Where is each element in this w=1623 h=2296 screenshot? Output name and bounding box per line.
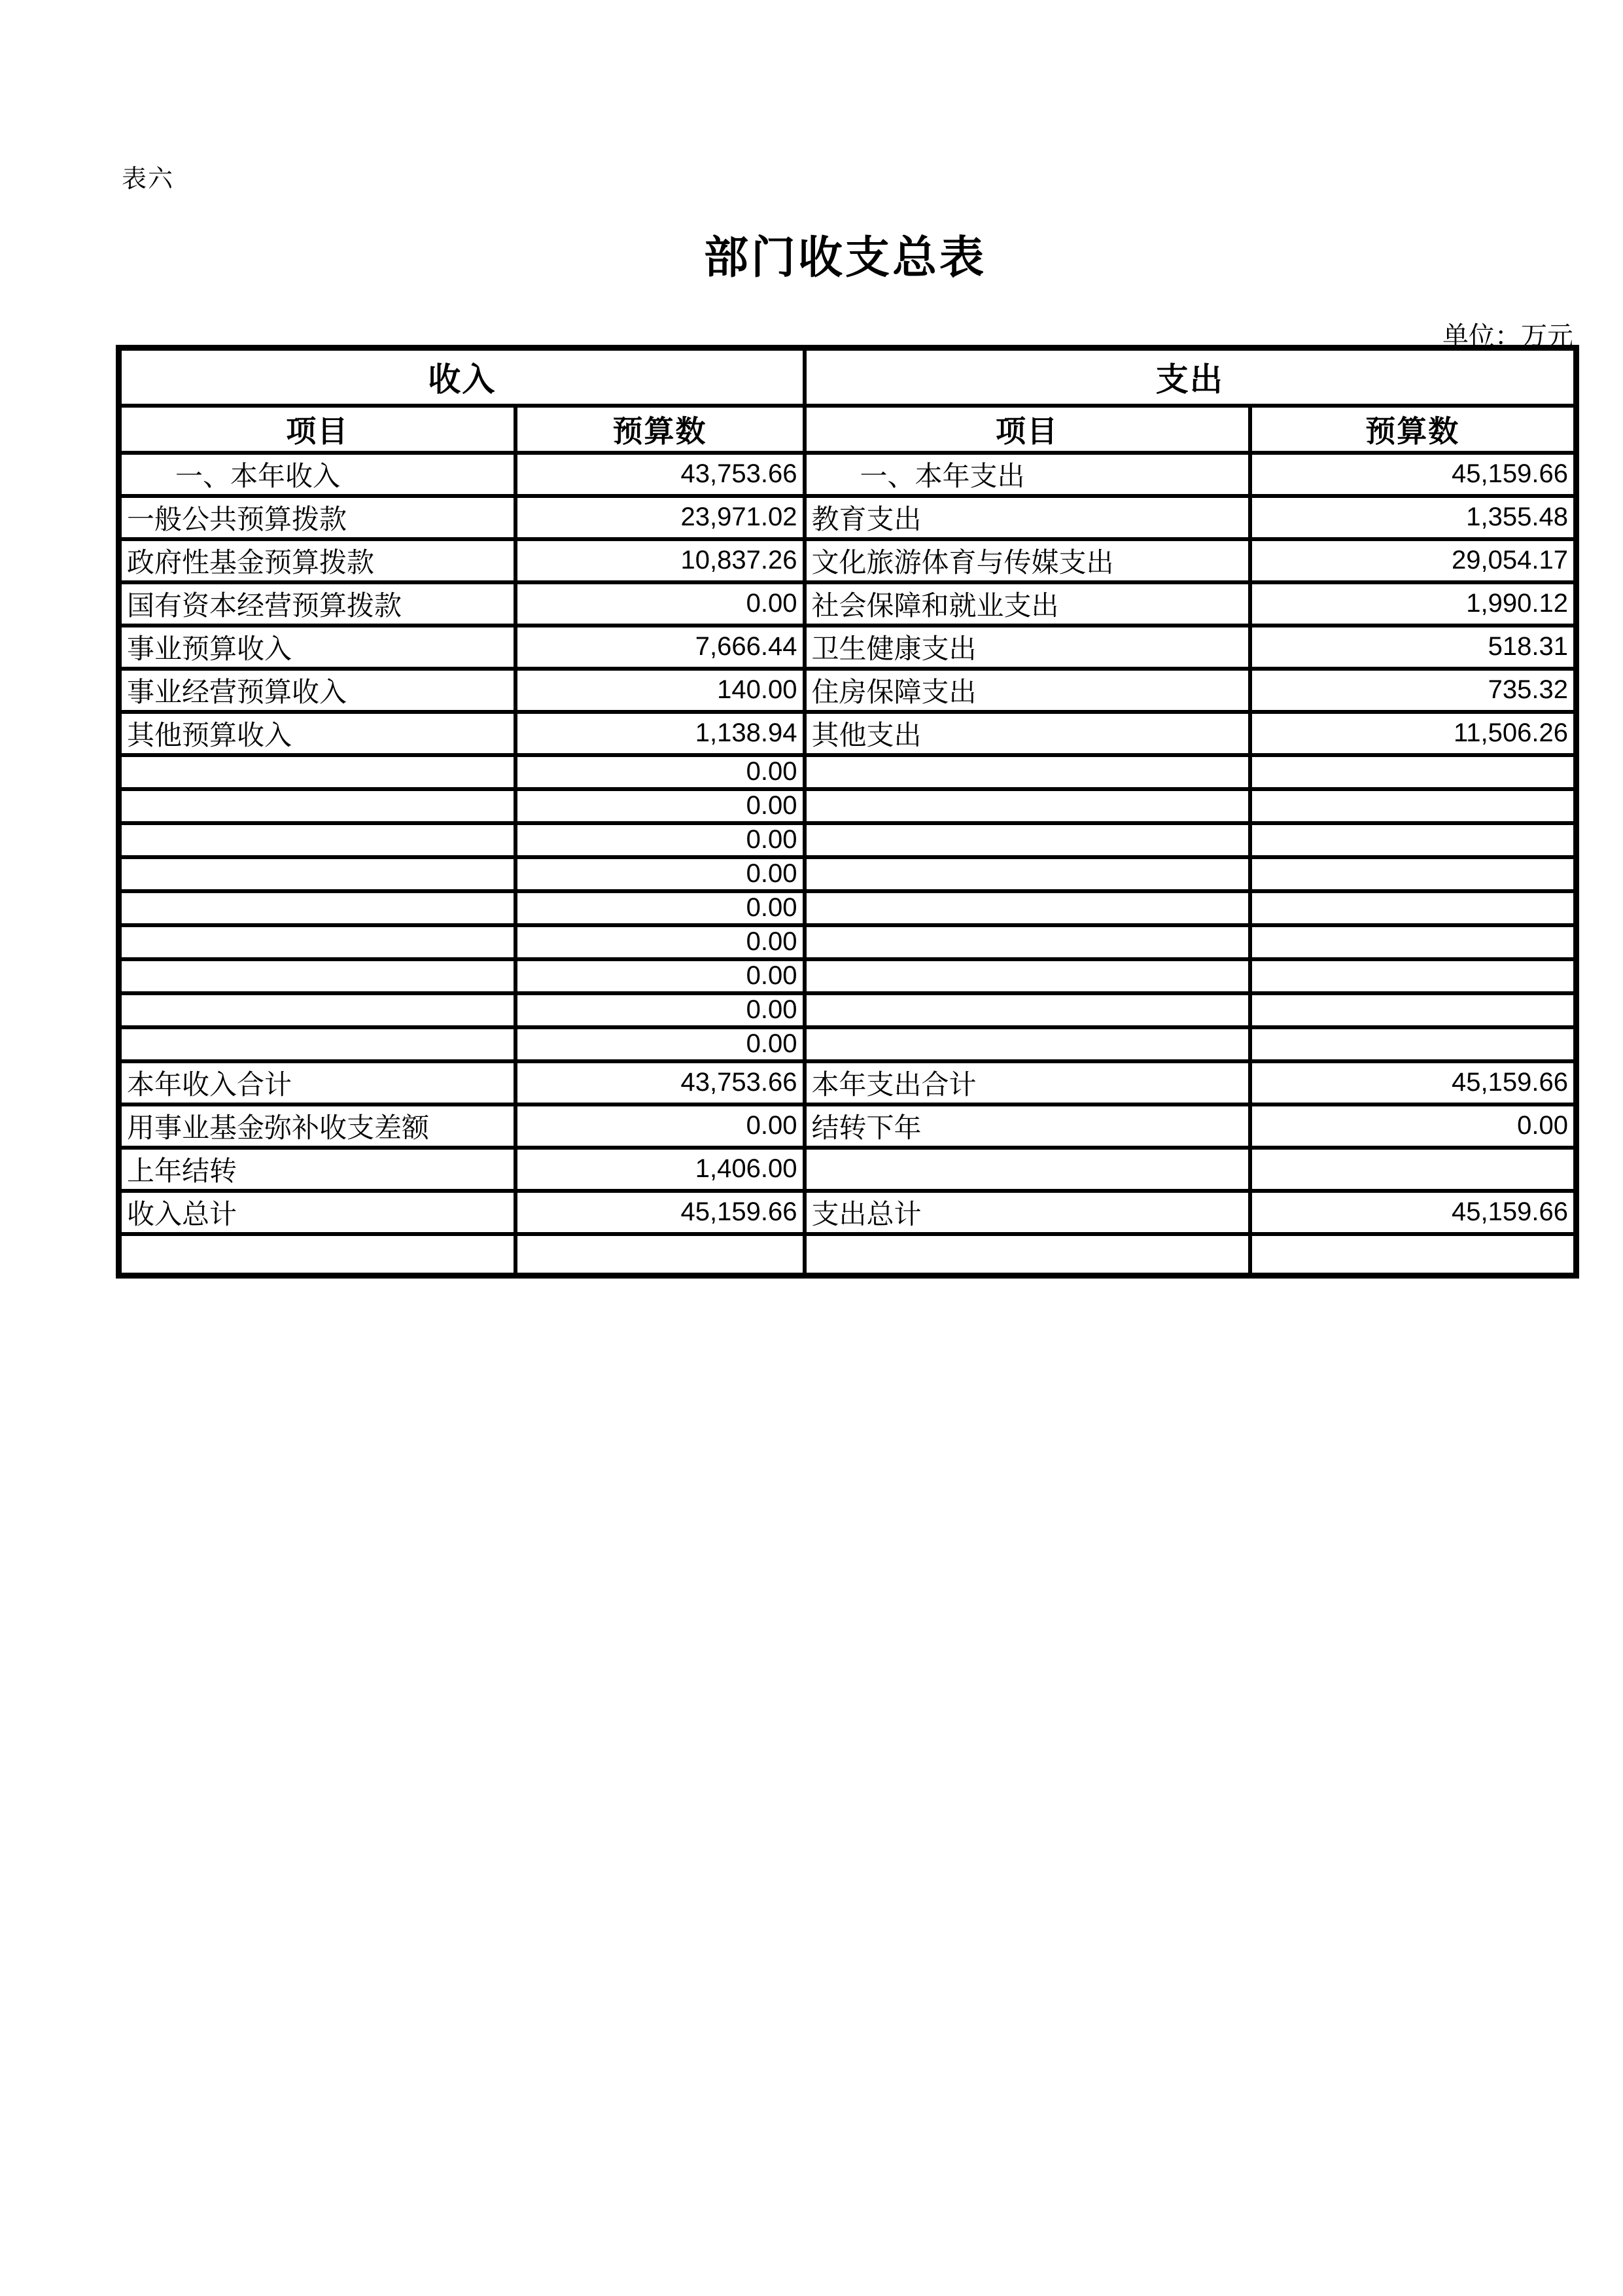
column-header-row — [119, 406, 1577, 453]
table-row — [119, 755, 1577, 789]
income-item-cell: 事业预算收入 — [119, 626, 515, 669]
page-title: 部门收支总表 — [703, 233, 986, 283]
income-budget-cell: 0.00 — [515, 789, 805, 823]
income-item-cell — [119, 755, 515, 789]
income-item-cell — [119, 925, 515, 959]
unit-label: 单位：万元 — [1442, 321, 1573, 351]
expense-budget-cell: 45,159.66 — [1250, 1191, 1577, 1234]
expense-item-cell: 卫生健康支出 — [805, 626, 1250, 669]
expense-item-cell — [805, 857, 1250, 891]
table-row — [119, 453, 1577, 496]
expense-budget-cell — [1250, 993, 1577, 1027]
table-row — [119, 1061, 1577, 1104]
expense-item-cell: 支出总计 — [805, 1191, 1250, 1234]
income-item-cell — [119, 993, 515, 1027]
budget-table — [116, 345, 1579, 1279]
income-item-cell — [119, 789, 515, 823]
income-item-cell: 用事业基金弥补收支差额 — [119, 1104, 515, 1148]
expense-budget-cell: 1,990.12 — [1250, 582, 1577, 626]
expense-item-cell — [805, 789, 1250, 823]
table-body — [119, 453, 1577, 1276]
expense-item-cell: 结转下年 — [805, 1104, 1250, 1148]
expense-item-cell — [805, 823, 1250, 857]
income-item-cell — [119, 857, 515, 891]
expense-budget-cell — [1250, 1148, 1577, 1191]
expense-item-cell — [805, 959, 1250, 993]
income-item-cell: 收入总计 — [119, 1191, 515, 1234]
expense-budget-cell — [1250, 891, 1577, 925]
expense-budget-cell — [1250, 755, 1577, 789]
income-item-cell: 国有资本经营预算拨款 — [119, 582, 515, 626]
income-budget-cell: 0.00 — [515, 993, 805, 1027]
income-budget-column-header: 预算数 — [515, 406, 805, 453]
table-row — [119, 993, 1577, 1027]
expense-item-cell: 本年支出合计 — [805, 1061, 1250, 1104]
expense-budget-cell — [1250, 1027, 1577, 1061]
table-row — [119, 789, 1577, 823]
table-row — [119, 959, 1577, 993]
income-budget-cell: 45,159.66 — [515, 1191, 805, 1234]
income-item-column-header: 项目 — [119, 406, 515, 453]
expense-item-cell — [805, 993, 1250, 1027]
expense-item-cell: 一、本年支出 — [805, 453, 1250, 496]
expense-item-cell: 其他支出 — [805, 712, 1250, 755]
table-row — [119, 1191, 1577, 1234]
expense-item-cell: 住房保障支出 — [805, 669, 1250, 712]
expense-budget-cell: 45,159.66 — [1250, 1061, 1577, 1104]
table-row — [119, 891, 1577, 925]
expense-section-header: 支出 — [805, 348, 1577, 406]
section-header-row — [119, 348, 1577, 406]
table-row — [119, 626, 1577, 669]
expense-item-cell — [805, 755, 1250, 789]
income-item-cell: 本年收入合计 — [119, 1061, 515, 1104]
expense-item-cell: 教育支出 — [805, 496, 1250, 539]
expense-item-cell — [805, 1027, 1250, 1061]
page-tag: 表六 — [122, 166, 175, 193]
table-row — [119, 925, 1577, 959]
expense-budget-cell — [1250, 1234, 1577, 1276]
table-row — [119, 1104, 1577, 1148]
expense-budget-cell — [1250, 789, 1577, 823]
income-budget-cell: 0.00 — [515, 925, 805, 959]
income-item-cell: 其他预算收入 — [119, 712, 515, 755]
expense-budget-cell: 45,159.66 — [1250, 453, 1577, 496]
table-row — [119, 857, 1577, 891]
income-item-cell: 上年结转 — [119, 1148, 515, 1191]
income-budget-cell: 140.00 — [515, 669, 805, 712]
income-budget-cell: 10,837.26 — [515, 539, 805, 582]
income-budget-cell: 0.00 — [515, 857, 805, 891]
expense-budget-cell: 735.32 — [1250, 669, 1577, 712]
expense-budget-cell — [1250, 959, 1577, 993]
table-row — [119, 1027, 1577, 1061]
income-budget-cell: 0.00 — [515, 1104, 805, 1148]
expense-budget-cell: 29,054.17 — [1250, 539, 1577, 582]
income-budget-cell: 1,406.00 — [515, 1148, 805, 1191]
expense-budget-cell — [1250, 925, 1577, 959]
income-item-cell — [119, 1234, 515, 1276]
table-row — [119, 669, 1577, 712]
income-budget-cell — [515, 1234, 805, 1276]
income-budget-cell: 43,753.66 — [515, 453, 805, 496]
income-section-header: 收入 — [119, 348, 805, 406]
income-budget-cell: 7,666.44 — [515, 626, 805, 669]
income-item-cell — [119, 1027, 515, 1061]
expense-item-cell — [805, 1234, 1250, 1276]
expense-budget-cell: 11,506.26 — [1250, 712, 1577, 755]
table-row — [119, 1148, 1577, 1191]
income-budget-cell: 0.00 — [515, 823, 805, 857]
expense-item-cell — [805, 1148, 1250, 1191]
expense-budget-cell — [1250, 857, 1577, 891]
table-row — [119, 1234, 1577, 1276]
table-row — [119, 582, 1577, 626]
table-header — [119, 348, 1577, 453]
income-item-cell: 事业经营预算收入 — [119, 669, 515, 712]
income-item-cell — [119, 891, 515, 925]
expense-item-column-header: 项目 — [805, 406, 1250, 453]
income-item-cell — [119, 823, 515, 857]
income-item-cell — [119, 959, 515, 993]
income-item-cell: 一、本年收入 — [119, 453, 515, 496]
expense-item-cell — [805, 891, 1250, 925]
income-item-cell: 一般公共预算拨款 — [119, 496, 515, 539]
expense-budget-cell: 518.31 — [1250, 626, 1577, 669]
table-row — [119, 496, 1577, 539]
expense-item-cell — [805, 925, 1250, 959]
income-budget-cell: 0.00 — [515, 891, 805, 925]
income-budget-cell: 23,971.02 — [515, 496, 805, 539]
income-budget-cell: 43,753.66 — [515, 1061, 805, 1104]
income-budget-cell: 0.00 — [515, 959, 805, 993]
table-row — [119, 539, 1577, 582]
expense-budget-cell: 1,355.48 — [1250, 496, 1577, 539]
income-budget-cell: 0.00 — [515, 582, 805, 626]
income-item-cell: 政府性基金预算拨款 — [119, 539, 515, 582]
expense-budget-column-header: 预算数 — [1250, 406, 1577, 453]
expense-budget-cell: 0.00 — [1250, 1104, 1577, 1148]
income-budget-cell: 0.00 — [515, 1027, 805, 1061]
table-row — [119, 823, 1577, 857]
table-row — [119, 712, 1577, 755]
expense-budget-cell — [1250, 823, 1577, 857]
expense-item-cell: 文化旅游体育与传媒支出 — [805, 539, 1250, 582]
expense-item-cell: 社会保障和就业支出 — [805, 582, 1250, 626]
income-budget-cell: 1,138.94 — [515, 712, 805, 755]
income-budget-cell: 0.00 — [515, 755, 805, 789]
